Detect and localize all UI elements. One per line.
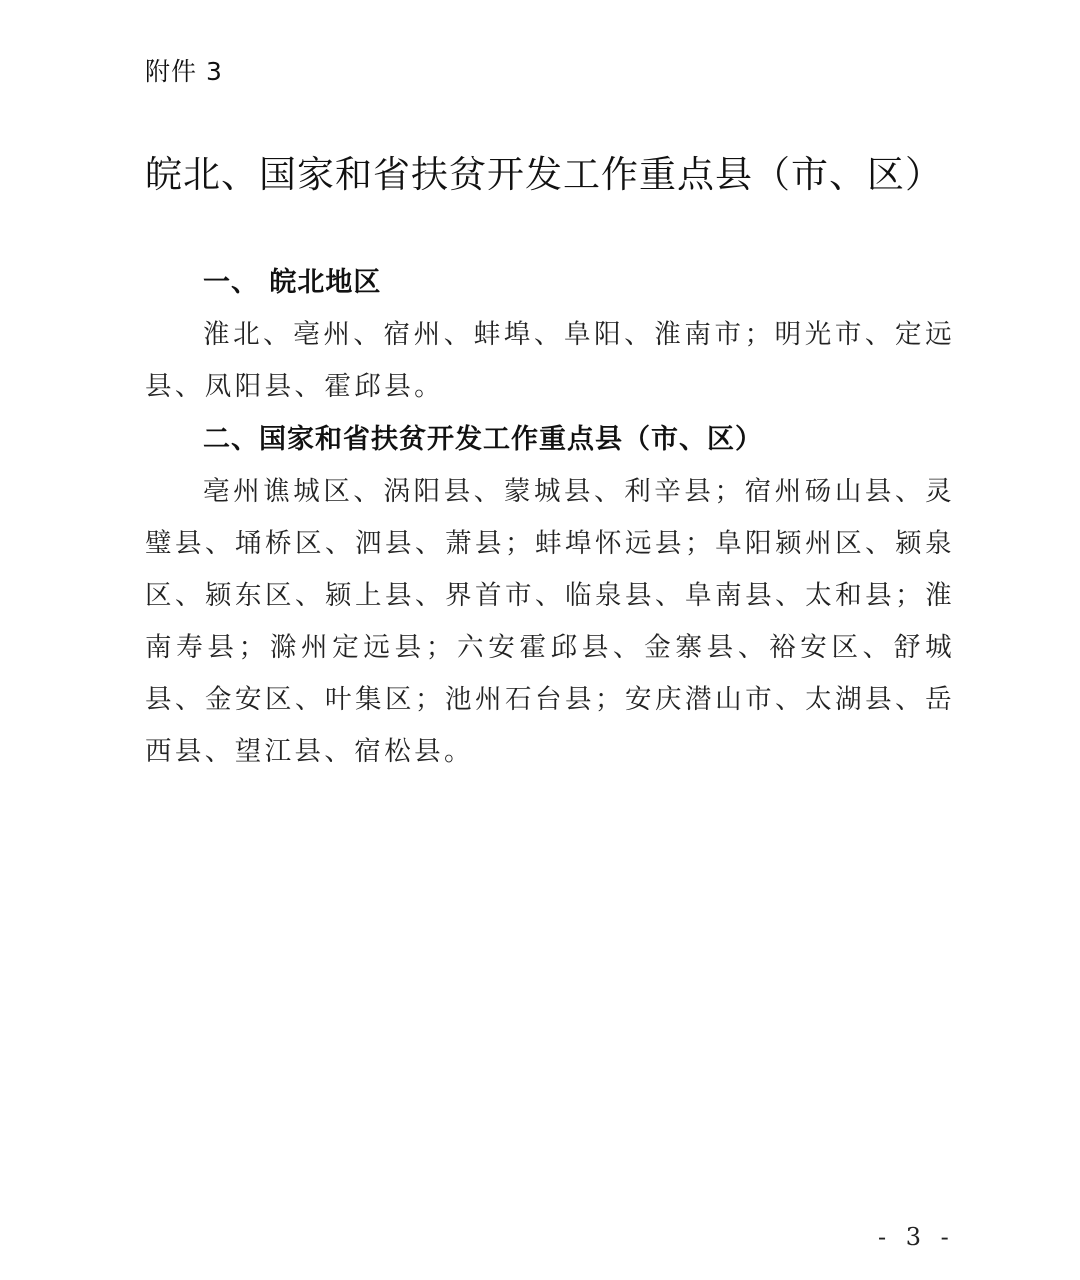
section-body: 亳州谯城区、涡阳县、蒙城县、利辛县；宿州砀山县、灵璧县、埇桥区、泗县、萧县；蚌埠怀远县；阜阳颍州区、颍泉区、颍东区、颍上县、界首市、临泉县、阜南县、太和县；淮南寿县；滁州定远县；六安霍邱县、金寨县、裕安区、舒城县、金安区、叶集区；池州石台县；安庆潜山市、太湖县、岳西县、望江县、宿松县。	[145, 476, 955, 767]
section-key-counties	[145, 414, 955, 778]
section-heading: 二、国家和省扶贫开发工作重点县（市、区）	[203, 424, 763, 455]
page-number: - 3 -	[878, 1223, 955, 1251]
attachment-label: 附件 3	[145, 57, 223, 86]
document-title: 皖北、国家和省扶贫开发工作重点县（市、区）	[145, 153, 943, 196]
section-heading: 一、 皖北地区	[203, 267, 382, 298]
section-wanbei-region	[145, 257, 955, 413]
section-body: 淮北、亳州、宿州、蚌埠、阜阳、淮南市；明光市、定远县、凤阳县、霍邱县。	[145, 319, 955, 402]
